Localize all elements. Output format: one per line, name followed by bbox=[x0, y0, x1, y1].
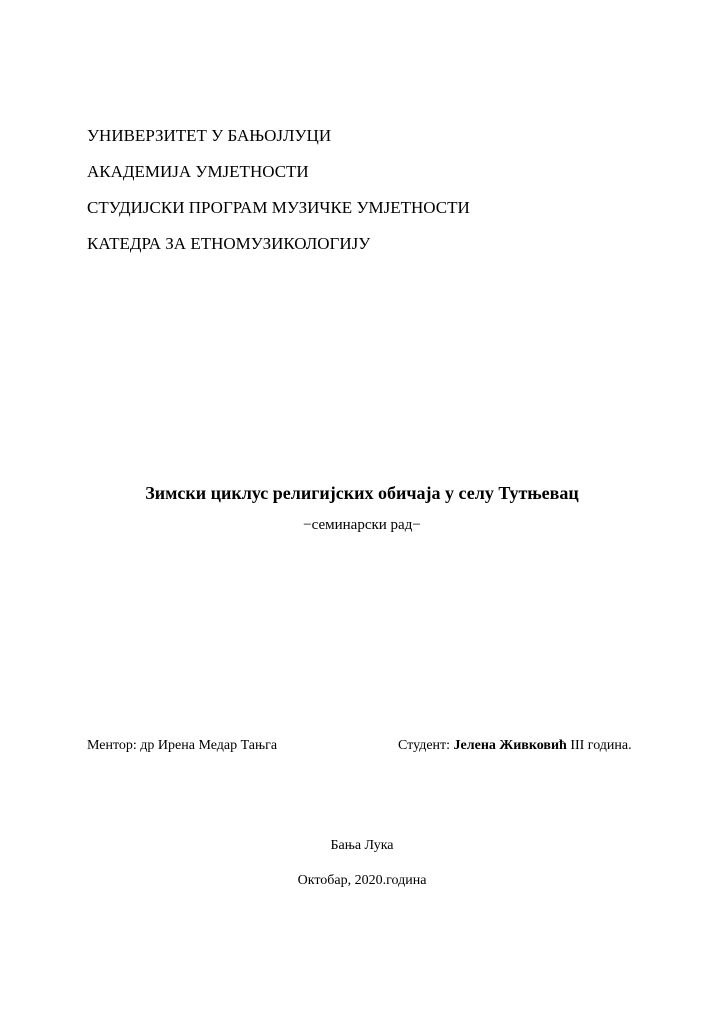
mentor-line: Ментор: др Ирена Медар Тањга bbox=[87, 738, 278, 753]
department-name: КАТЕДРА ЗА ЕТНОМУЗИКОЛОГИЈУ bbox=[87, 234, 371, 253]
student-label: Студент: bbox=[398, 738, 451, 753]
academy-name: АКАДЕМИЈА УМЈЕТНОСТИ bbox=[87, 162, 309, 181]
document-subtitle: −семинарски рад− bbox=[303, 517, 421, 533]
university-name: УНИВЕРЗИТЕТ У БАЊОЈЛУЦИ bbox=[87, 126, 332, 145]
date: Октобар, 2020.година bbox=[297, 873, 427, 888]
student-line bbox=[398, 737, 632, 755]
document-title: Зимски циклус религијских обичаја у селу Тутњевац bbox=[145, 483, 579, 503]
study-program: СТУДИЈСКИ ПРОГРАМ МУЗИЧКЕ УМЈЕТНОСТИ bbox=[87, 198, 470, 217]
place: Бања Лука bbox=[330, 838, 394, 853]
student-year: III година. bbox=[570, 738, 632, 753]
student-name: Јелена Живковић bbox=[453, 738, 567, 753]
